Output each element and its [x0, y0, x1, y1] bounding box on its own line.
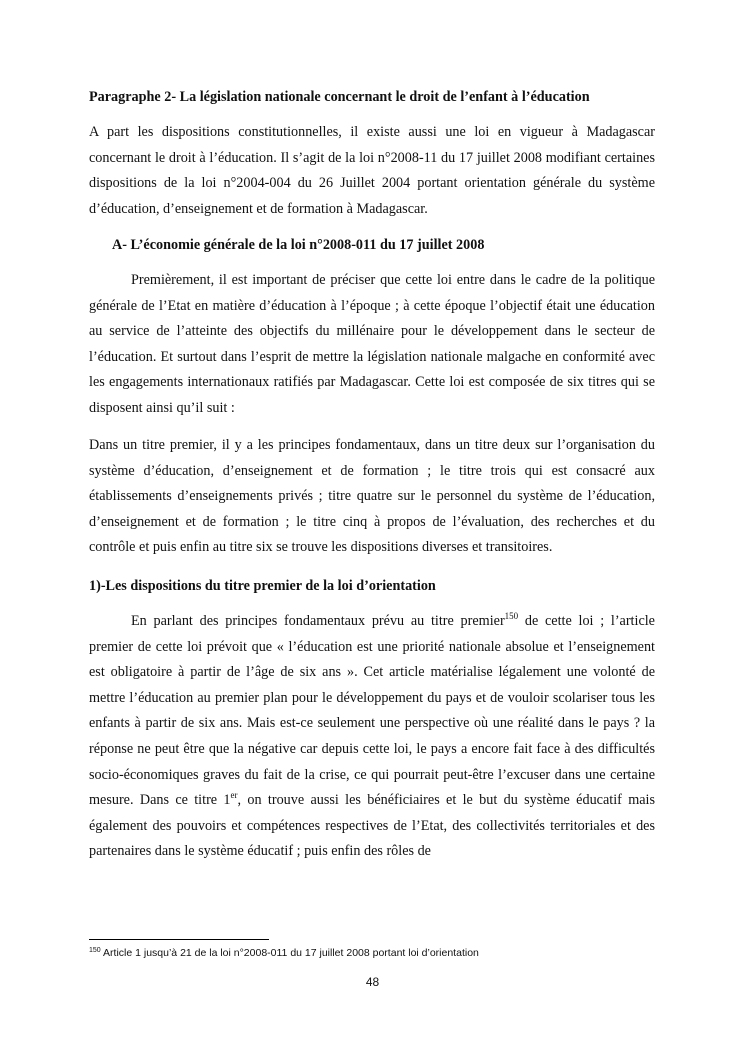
page-number: 48 [365, 975, 380, 989]
footnote-number: 150 [89, 947, 101, 954]
section-a-title: A- L’économie générale de la loi n°2008-011 du 17 juillet 2008 [112, 237, 485, 253]
footnote-reference[interactable]: 150 [504, 611, 519, 621]
footnote-separator [89, 939, 269, 940]
paragraph-part-2: de cette loi ; l’article premier de cette loi prévoit que « l’éducation est une priorité nationale absolue et l’enseignement est obligatoire à partir de l’âge de six ans ». Cet article matérialise légalement une volonté de mettre l’éducation au premier plan pour le développement du pays et de vouloir scolariser tous les enfants à partir de six ans. Mais est-ce seulement une perspective où une réalité dans le pays ? la réponse ne peut être que la négative car depuis cette loi, le pays a encore fait face à des difficultés socio-économiques graves du fait de la crise, ce qui pourrait peut-être l’excuser dans une certaine mesure. Dans ce titre 1 [89, 613, 655, 809]
paragraph-part-1: En parlant des principes fondamentaux prévu au titre premier [131, 613, 505, 629]
paragraph-part-3: , on trouve aussi les bénéficiaires et le but du système éducatif mais également des pouvoirs et compétences respectives de l’Etat, des collectivités territoriales et des partenaires dans le système éducatif ; puis enfin des rôles de [89, 792, 655, 860]
paragraph-premierement: Premièrement, il est important de préciser que cette loi entre dans le cadre de la politique générale de l’Etat en matière d’éducation à l’époque ; à cette époque l’objectif était une éducation au service de l’atteinte des objectifs du millénaire pour le développement dans le secteur de l’éducation. Et surtout dans l’esprit de mettre la législation nationale malgache en conformité avec les engagements internationaux ratifiés par Madagascar. Cette loi est composée de six titres qui se disposent ainsi qu’il suit : [89, 272, 655, 416]
paragraph-titres: Dans un titre premier, il y a les principes fondamentaux, dans un titre deux sur l’organisation du système d’éducation, d’enseignement et de formation ; le titre trois qui est consacré aux établissements d’enseignements privés ; titre quatre sur le personnel du système de l’éducation, d’enseignement et de formation ; le titre cinq à propos de l’évaluation, des recherches et du contrôle et puis enfin au titre six se trouve les dispositions diverses et transitoires. [89, 437, 655, 556]
footnote-text: Article 1 jusqu’à 21 de la loi n°2008-011 du 17 juillet 2008 portant loi d’orientation [100, 947, 479, 959]
subsection-1-title: 1)-Les dispositions du titre premier de la loi d’orientation [89, 578, 436, 594]
paragraph-heading: Paragraphe 2- La législation nationale concernant le droit de l’enfant à l’éducation [89, 89, 590, 105]
paragraph-en-parlant [89, 609, 655, 865]
intro-paragraph: A part les dispositions constitutionnelles, il existe aussi une loi en vigueur à Madagascar concernant le droit à l’éducation. Il s’agit de la loi n°2008-11 du 17 juillet 2008 modifiant certaines dispositions de la loi n°2004-004 du 26 Juillet 2004 portant orientation générale du système d’éducation, d’enseignement et de formation à Madagascar. [89, 124, 655, 217]
superscript-er: er [230, 790, 238, 801]
footnote [89, 946, 655, 960]
